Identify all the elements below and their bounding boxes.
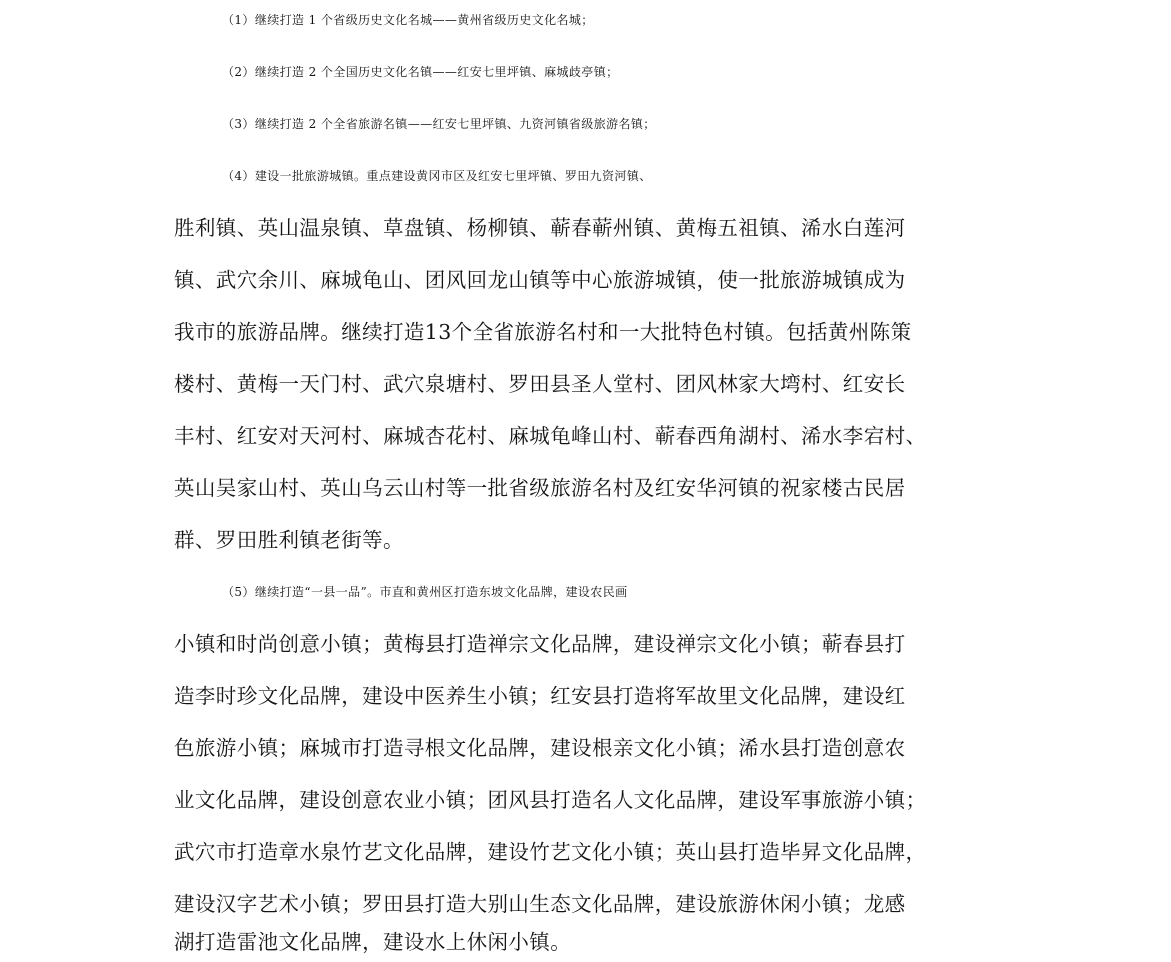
item-4-line-4: 我市的旅游品牌。继续打造13个全省旅游名村和一大批特色村镇。包括黄州陈策 (174, 320, 912, 344)
item-5-line-3: 造李时珍文化品牌，建设中医养生小镇；红安县打造将军故里文化品牌，建设红 (174, 684, 906, 708)
item-5-line-4: 色旅游小镇；麻城市打造寻根文化品牌，建设根亲文化小镇；浠水县打造创意农 (174, 736, 906, 760)
item-5-line-5: 业文化品牌，建设创意农业小镇；团风县打造名人文化品牌，建设军事旅游小镇； (174, 788, 927, 812)
item-4-line-2: 胜利镇、英山温泉镇、草盘镇、杨柳镇、蕲春蕲州镇、黄梅五祖镇、浠水白莲河 (174, 216, 906, 240)
item-4-line-3: 镇、武穴余川、麻城龟山、团风回龙山镇等中心旅游城镇，使一批旅游城镇成为 (174, 268, 906, 292)
item-4-line-8: 群、罗田胜利镇老街等。 (174, 528, 404, 552)
item-1-line-1: （1）继续打造 1 个省级历史文化名城——黄州省级历史文化名城； (222, 13, 594, 27)
item-5-line-6: 武穴市打造章水泉竹艺文化品牌，建设竹艺文化小镇；英山县打造毕昇文化品牌， (174, 840, 927, 864)
item-4-line-5: 楼村、黄梅一天门村、武穴泉塘村、罗田县圣人堂村、团风林家大塆村、红安长 (174, 372, 906, 396)
item-5-line-7: 建设汉字艺术小镇；罗田县打造大别山生态文化品牌，建设旅游休闲小镇；龙感 (174, 892, 906, 916)
item-3-line-1: （3）继续打造 2 个全省旅游名镇——红安七里坪镇、九资河镇省级旅游名镇； (222, 117, 656, 131)
document-page (174, 0, 1000, 962)
item-4-line-6: 丰村、红安对天河村、麻城杏花村、麻城龟峰山村、蕲春西角湖村、浠水李宕村、 (174, 424, 927, 448)
item-5-line-8: 湖打造雷池文化品牌，建设水上休闲小镇。 (174, 930, 572, 954)
item-4-line-1: （4）建设一批旅游城镇。重点建设黄冈市区及红安七里坪镇、罗田九资河镇、 (222, 169, 652, 183)
item-4-line-7: 英山吴家山村、英山乌云山村等一批省级旅游名村及红安华河镇的祝家楼古民居 (174, 476, 906, 500)
item-5-line-2: 小镇和时尚创意小镇；黄梅县打造禅宗文化品牌，建设禅宗文化小镇；蕲春县打 (174, 632, 906, 656)
item-2-line-1: （2）继续打造 2 个全国历史文化名镇——红安七里坪镇、麻城歧亭镇； (222, 65, 619, 79)
item-5-line-1: （5）继续打造“一县一品”。市直和黄州区打造东坡文化品牌，建设农民画 (222, 585, 628, 599)
